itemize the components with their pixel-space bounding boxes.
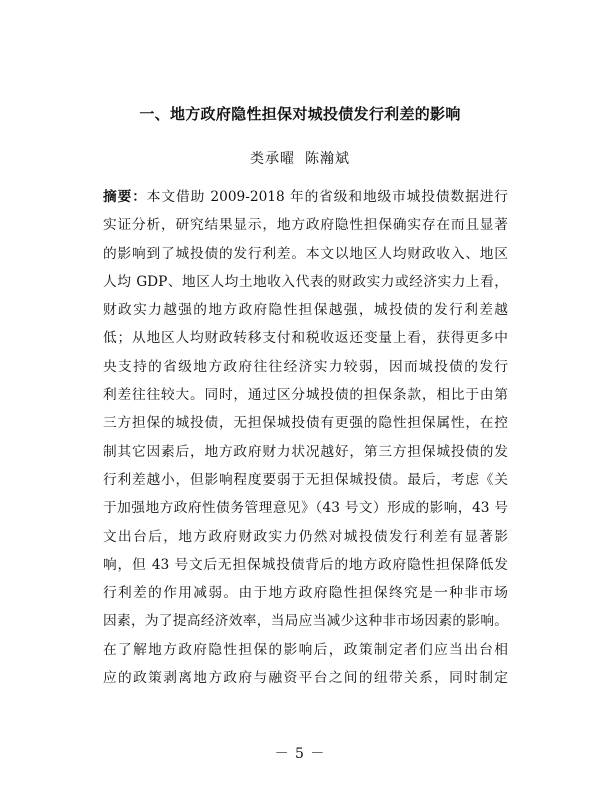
- author-name: 类承曜: [250, 151, 295, 167]
- abstract-line: 应的政策剥离地方政府与融资平台之间的纽带关系，同时制定: [103, 670, 508, 687]
- abstract-line: 低；从地区人均财政转移支付和税收返还变量上看，获得更多中: [103, 330, 508, 347]
- abstract-label: 摘要：: [103, 189, 147, 205]
- abstract-line: 响，但 43 号文后无担保城投债背后的地方政府隐性担保降低发: [103, 556, 508, 573]
- page-number: － 5 －: [274, 746, 326, 762]
- abstract-line: 行利差越小，但影响程度要弱于无担保城投债。最后，考虑《关: [103, 471, 508, 488]
- abstract-line: 行利差的作用减弱。由于地方政府隐性担保终究是一种非市场: [103, 585, 508, 602]
- abstract-line: 三方担保的城投债，无担保城投债有更强的隐性担保属性，在控: [103, 415, 508, 432]
- abstract-line: 央支持的省级地方政府往往经济实力较弱，因而城投债的发行: [103, 358, 508, 375]
- abstract-line: 实证分析，研究结果显示，地方政府隐性担保确实存在而且显著: [103, 217, 508, 234]
- abstract-line: 财政实力越强的地方政府隐性担保越强，城投债的发行利差越: [103, 302, 508, 319]
- abstract-line: 文出台后，地方政府财政实力仍然对城投债发行利差有显著影: [103, 528, 508, 545]
- abstract-text: 本文借助 2009-2018 年的省级和地级市城投债数据进行: [146, 189, 508, 205]
- authors: [0, 148, 600, 168]
- abstract-line: 利差往往较大。同时，通过区分城投债的担保条款，相比于由第: [103, 387, 508, 404]
- abstract-line: 在了解地方政府隐性担保的影响后，政策制定者们应当出台相: [103, 641, 508, 658]
- abstract-line: 的影响到了城投债的发行利差。本文以地区人均财政收入、地区: [103, 245, 508, 262]
- abstract-line: 于加强地方政府性债务管理意见》（43 号文）形成的影响，43 号: [103, 500, 508, 517]
- abstract-line: [103, 183, 508, 211]
- abstract: [103, 183, 508, 692]
- section-title: 一、地方政府隐性担保对城投债发行利差的影响: [139, 105, 461, 123]
- abstract-line: 因素，为了提高经济效率，当局应当减少这种非市场因素的影响。: [103, 613, 508, 630]
- author-name: 陈瀚斌: [305, 151, 350, 167]
- abstract-line: 人均 GDP、地区人均土地收入代表的财政实力或经济实力上看，: [103, 273, 508, 290]
- abstract-line: 制其它因素后，地方政府财力状况越好，第三方担保城投债的发: [103, 443, 508, 460]
